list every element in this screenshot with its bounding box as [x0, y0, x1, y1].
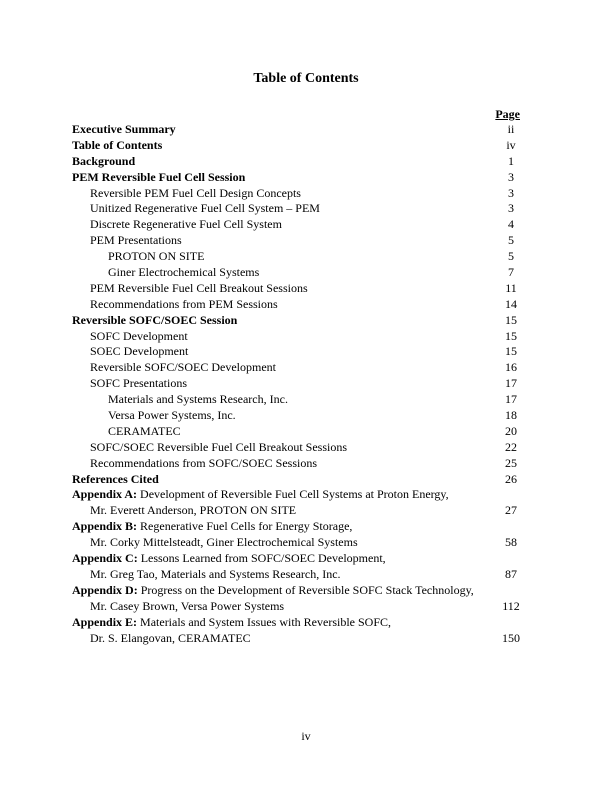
appendix-prefix: Appendix E:: [72, 614, 138, 629]
toc-entry-label: SOFC Development: [90, 328, 188, 343]
toc-entry-page: 15: [505, 344, 517, 359]
appendix-author-line[interactable]: [72, 631, 532, 647]
toc-entry-label: PEM Reversible Fuel Cell Breakout Sessions: [90, 280, 308, 295]
appendix-author-line[interactable]: [72, 503, 532, 519]
appendix-title-line[interactable]: [72, 583, 532, 599]
appendix-title-text: Materials and System Issues with Reversible SOFC,: [140, 614, 392, 629]
toc-entry[interactable]: [72, 313, 532, 329]
toc-entry[interactable]: [72, 360, 532, 376]
toc-entry[interactable]: [72, 154, 532, 170]
toc-entry-label: Materials and Systems Research, Inc.: [108, 392, 288, 407]
appendix-title-line[interactable]: [72, 615, 532, 631]
toc-entry[interactable]: [72, 217, 532, 233]
toc-entry-page: 3: [508, 185, 514, 200]
appendix-page: 150: [502, 630, 520, 645]
toc-entry-page: ii: [507, 122, 515, 136]
appendix-author: Mr. Everett Anderson, PROTON ON SITE: [90, 503, 297, 518]
toc-entry-page: 25: [505, 455, 517, 470]
appendix-author: Dr. S. Elangovan, CERAMATEC: [90, 630, 251, 645]
page-title: Table of Contents: [253, 71, 359, 86]
toc-entry[interactable]: [72, 329, 532, 345]
toc-entry-page: 22: [505, 439, 517, 454]
toc-entry-page: 15: [505, 328, 517, 343]
page-column-header: Page: [495, 107, 520, 121]
appendix-prefix: Appendix B:: [72, 519, 138, 534]
toc-entry[interactable]: [72, 201, 532, 217]
toc-entry-page: 5: [508, 249, 514, 264]
toc-entry-label: Reversible PEM Fuel Cell Design Concepts: [90, 185, 301, 200]
toc-entry-label: Reversible SOFC/SOEC Session: [72, 312, 238, 327]
toc-entry[interactable]: [72, 186, 532, 202]
toc-entry-label: Table of Contents: [72, 137, 163, 152]
toc-entry-page: 20: [505, 423, 517, 438]
appendix-author: Mr. Greg Tao, Materials and Systems Research, Inc.: [90, 566, 341, 581]
toc-entry-page: 5: [508, 233, 514, 248]
appendix-title: [72, 519, 352, 535]
appendix-page: 112: [502, 598, 520, 613]
toc-entry-page: 15: [505, 312, 517, 327]
appendix-title-line[interactable]: [72, 519, 532, 535]
toc-entry[interactable]: [72, 392, 532, 408]
toc-entry-page: 4: [508, 217, 514, 232]
toc-entry-label: Executive Summary: [72, 122, 176, 136]
toc-entry[interactable]: [72, 456, 532, 472]
toc-entry[interactable]: [72, 376, 532, 392]
appendix-title-text: Development of Reversible Fuel Cell Systems at Proton Energy,: [140, 487, 449, 502]
appendix-page: 58: [505, 535, 517, 550]
appendix-title-text: Regenerative Fuel Cells for Energy Storage,: [140, 519, 353, 534]
appendix-title-line[interactable]: [72, 551, 532, 567]
appendix-author-line[interactable]: [72, 567, 532, 583]
appendix-author-line[interactable]: [72, 599, 532, 615]
footer-page-number: iv: [301, 729, 311, 743]
toc-entry-label: Versa Power Systems, Inc.: [108, 408, 236, 423]
toc-entry-label: Reversible SOFC/SOEC Development: [90, 360, 276, 375]
toc-entry-label: Recommendations from PEM Sessions: [90, 296, 278, 311]
appendix-title: [72, 583, 474, 599]
toc-entry[interactable]: [72, 440, 532, 456]
toc-entry[interactable]: [72, 170, 532, 186]
toc-entry-page: 11: [505, 280, 517, 295]
appendix-page: 87: [505, 566, 517, 581]
appendix-author: Mr. Casey Brown, Versa Power Systems: [90, 598, 285, 613]
toc-entry[interactable]: [72, 138, 532, 154]
appendix-title: [72, 551, 386, 567]
toc-entry-label: PROTON ON SITE: [108, 249, 205, 264]
toc-entry-page: iv: [506, 137, 516, 152]
toc-entry-page: 26: [505, 471, 517, 486]
toc-entry[interactable]: [72, 297, 532, 313]
appendix-prefix: Appendix A:: [72, 487, 138, 502]
toc-entry[interactable]: [72, 344, 532, 360]
appendix-prefix: Appendix C:: [72, 551, 138, 566]
toc-entry[interactable]: [72, 472, 532, 488]
toc-entry[interactable]: [72, 281, 532, 297]
appendix-title-text: Lessons Learned from SOFC/SOEC Development,: [140, 551, 386, 566]
toc-entry[interactable]: [72, 424, 532, 440]
toc-entry-label: References Cited: [72, 471, 159, 486]
toc-entry-label: PEM Reversible Fuel Cell Session: [72, 169, 246, 184]
toc-entry-label: Unitized Regenerative Fuel Cell System – PEM: [90, 201, 320, 216]
appendix-title: [72, 487, 449, 503]
toc-entry-page: 7: [508, 265, 514, 280]
toc-entry[interactable]: [72, 122, 532, 138]
toc-entry[interactable]: [72, 249, 532, 265]
toc-entry[interactable]: [72, 408, 532, 424]
toc-entry-label: SOEC Development: [90, 344, 189, 359]
toc-entry[interactable]: [72, 233, 532, 249]
toc-entry-page: 14: [505, 296, 517, 311]
toc-entry-page: 1: [508, 153, 514, 168]
toc-entry-page: 18: [505, 408, 517, 423]
toc-entry-page: 17: [505, 392, 517, 407]
toc-entry-label: CERAMATEC: [108, 423, 181, 438]
toc-entry-label: Discrete Regenerative Fuel Cell System: [90, 217, 282, 232]
toc-entry-page: 3: [508, 169, 514, 184]
table-of-contents: [72, 122, 532, 646]
appendix-title: [72, 615, 391, 631]
appendix-prefix: Appendix D:: [72, 582, 138, 597]
toc-entry-page: 17: [505, 376, 517, 391]
toc-entry-label: Recommendations from SOFC/SOEC Sessions: [90, 455, 318, 470]
toc-entry-label: Background: [72, 153, 136, 168]
toc-entry-label: SOFC/SOEC Reversible Fuel Cell Breakout Sessions: [90, 439, 348, 454]
toc-entry-label: Giner Electrochemical Systems: [108, 265, 260, 280]
toc-entry[interactable]: [72, 265, 532, 281]
appendix-title-text: Progress on the Development of Reversible SOFC Stack Technology,: [140, 582, 474, 597]
appendix-author: Mr. Corky Mittelsteadt, Giner Electrochemical Systems: [90, 535, 358, 550]
toc-entry-label: PEM Presentations: [90, 233, 182, 248]
appendix-page: 27: [505, 503, 517, 518]
appendix-title-line[interactable]: [72, 487, 532, 503]
toc-entry-page: 16: [505, 360, 517, 375]
toc-entry-page: 3: [508, 201, 514, 216]
appendix-author-line[interactable]: [72, 535, 532, 551]
toc-entry-label: SOFC Presentations: [90, 376, 188, 391]
